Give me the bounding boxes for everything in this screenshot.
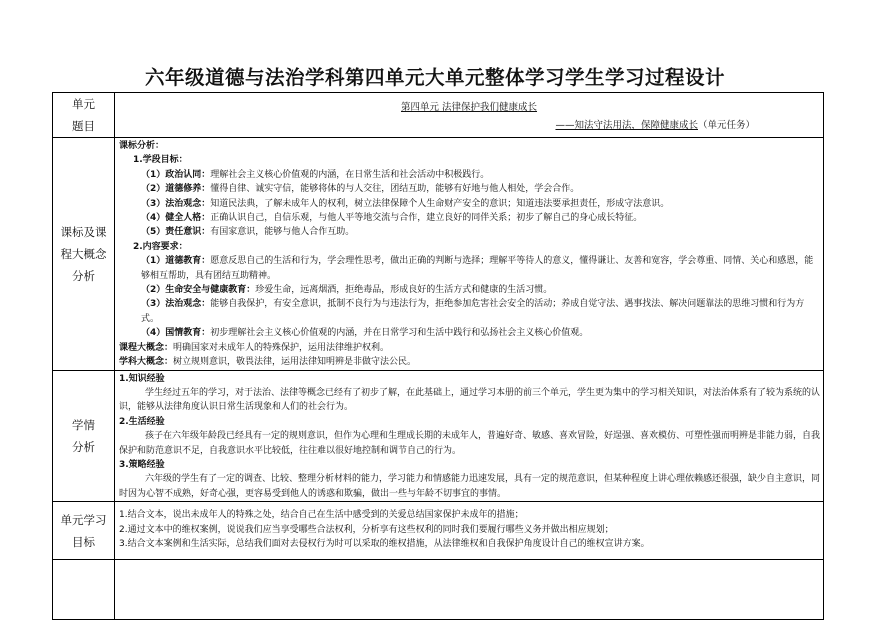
goal-item: （3）法治观念：知道民法典，了解未成年人的权利，树立法律保障个人生命财产安全的意识；知道违法要承担责任，形成守法意识。 [141, 198, 670, 209]
unit-name: 第四单元 法律保护我们健康成长 [400, 102, 538, 113]
unit-task: ——知法守法用法，保障健康成长（单元任务） [555, 120, 755, 131]
goals-heading: 1.学段目标： [133, 155, 188, 166]
content-item: （2）生命安全与健康教育：珍爱生命，远离烟酒，拒绝毒品，形成良好的生活方式和健康的生活习惯。 [141, 285, 553, 296]
goal-list-item: 1.结合文本，说出未成年人的特殊之处，结合自己在生活中感受到的关爱总结国家保护未成年的措施； [119, 510, 524, 521]
curriculum-cell [115, 138, 824, 371]
curriculum-row [53, 138, 824, 371]
goals-label: 单元学习 目标 [53, 502, 115, 560]
content-item: （3）法治观念：能够自我保护，有安全意识，抵制不良行为与违法行为，拒绝参加危害社会安全的活动；养成自觉守法、遇事找法、解决问题靠法的思维习惯和行为方式。 [141, 299, 805, 324]
goals-cell [115, 502, 824, 560]
strategy-heading: 3.策略经验 [119, 459, 165, 470]
content-item: （1）道德教育：愿意反思自己的生活和行为，学会理性思考，做出正确的判断与选择；理解平等待人的意义，懂得谦让、友善和宽容，学会尊重、同情、关心和感恩，能够相互帮助，具有团结互助精神。 [141, 256, 814, 281]
knowledge-text: 学生经过五年的学习，对于法治、法律等概念已经有了初步了解，在此基础上，通过学习本册的前三个单元，学生更为集中的学习相关知识，对法治体系有了较为系统的认识，能够从法律角度认识日常生活现象和人们的社会行为。 [119, 387, 821, 413]
learner-row [53, 370, 824, 502]
unit-title-cell [115, 93, 824, 138]
life-heading: 2.生活经验 [119, 416, 165, 427]
curriculum-label: 课标及课 程大概念 分析 [53, 138, 115, 371]
content-item: （4）国情教育：初步理解社会主义核心价值观的内涵，并在日常学习和生活中践行和弘扬社会主义核心价值观。 [141, 328, 589, 339]
page-title: 六年级道德与法治学科第四单元大单元整体学习学生学习过程设计 [144, 66, 725, 89]
learner-label: 学情 分析 [53, 370, 115, 502]
empty-right-cell [115, 560, 824, 620]
course-concept: 课程大概念：明确国家对未成年人的特殊保护，运用法律维护权利。 [119, 342, 390, 353]
unit-title-row [53, 93, 824, 138]
goal-item: （2）道德修养：懂得自律、诚实守信，能够将体的与人交往，团结互助，能够有好地与他人相处，学会合作。 [141, 184, 580, 195]
goal-list-item: 3.结合文本案例和生活实际，总结我们面对去侵权行为时可以采取的维权措施，从法律维权和自我保护角度设计自己的维权宣讲方案。 [119, 538, 650, 549]
knowledge-heading: 1.知识经验 [119, 373, 165, 384]
learning-design-table [52, 92, 824, 620]
curriculum-heading: 课标分析： [119, 141, 165, 151]
strategy-text: 六年级的学生有了一定的调查、比较、整理分析材料的能力，学习能力和情感能力迅速发展，具有一定的规范意识，但某种程度上讲心理依赖感还很强，缺少自主意识，同时因为心智不成熟，好奇心强，更容易受到他人的诱惑和欺骗，做出一些与年龄不切事宜的事情。 [119, 474, 821, 499]
subject-concept: 学科大概念：树立规则意识，敬畏法律，运用法律知明辨是非做守法公民。 [119, 357, 417, 368]
goals-row [53, 502, 824, 560]
empty-row [53, 560, 824, 620]
goal-item: （4）健全人格：正确认识自己，自信乐观，与他人平等地交流与合作，建立良好的同伴关系；初步了解自己的身心成长特征。 [141, 213, 643, 224]
content-heading: 2.内容要求： [133, 241, 188, 252]
empty-left-cell [53, 560, 115, 620]
unit-title-label: 单元 题目 [53, 93, 115, 138]
goal-list-item: 2.通过文本中的维权案例，说说我们应当享受哪些合法权利，分析享有这些权利的同时我们要履行哪些义务并做出相应规划； [119, 524, 614, 535]
learner-cell [115, 370, 824, 502]
life-text: 孩子在六年级年龄段已经具有一定的规则意识，但作为心理和生理成长期的未成年人，普遍好奇、敏感、喜欢冒险，好逞强、喜欢模仿、可塑性强而明辨是非能力弱，自我保护和防范意识不足，自我意识水平比较低，往往难以很好地控制和调节自己的行为。 [119, 431, 821, 456]
goal-item: （5）责任意识：有国家意识，能够与他人合作互助。 [141, 227, 355, 238]
goal-item: （1）政治认同：理解社会主义核心价值观的内涵，在日常生活和社会活动中积极践行。 [141, 169, 490, 180]
